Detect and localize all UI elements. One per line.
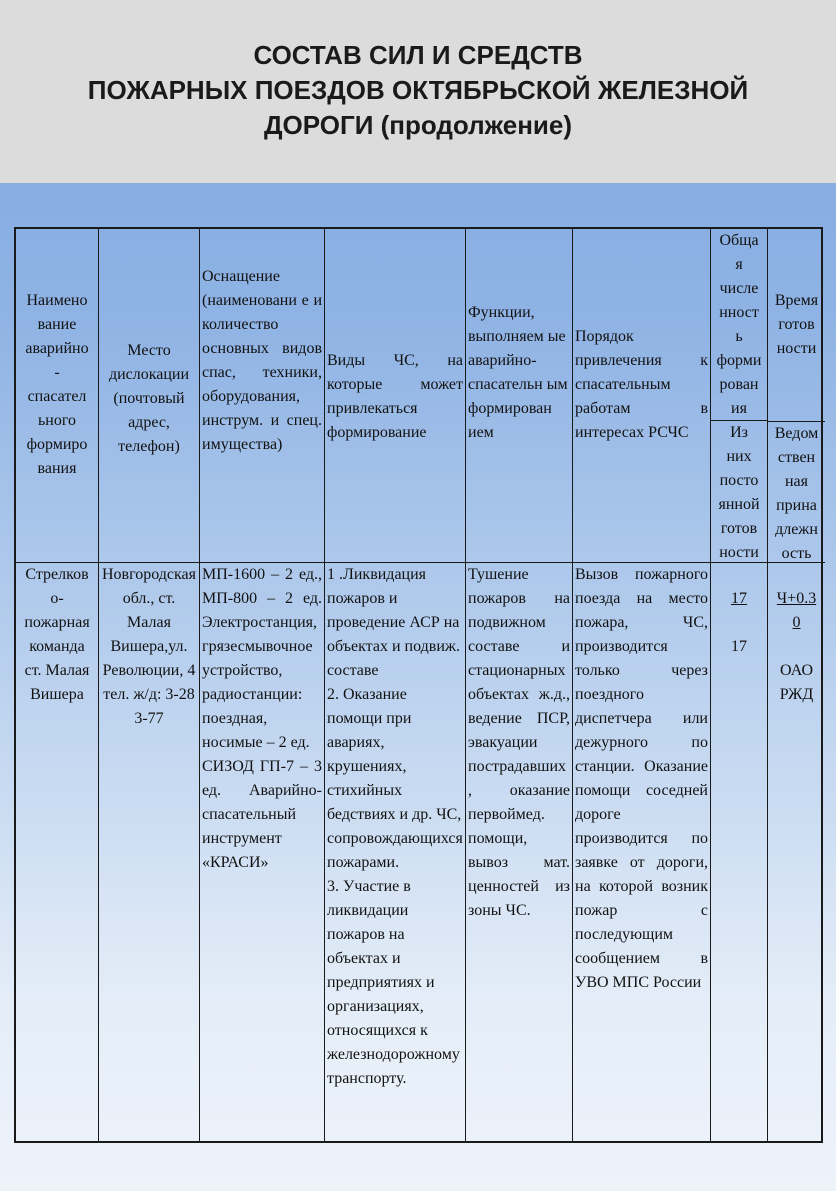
row-readiness-time: Ч+0.3 0 [776,590,817,631]
slide-title [0,0,836,183]
row-readiness-group [768,563,825,1141]
header-equipment: Оснащение (наименовани е и количество основных видов спас, техники, оборудования, инструм. и спец. имущества) [200,229,325,563]
header-readiness-time: Время готов ности [774,292,819,357]
row-location: Новгородская обл., ст. Малая Вишера,ул. Революции, 4 тел. ж/д: 3-28 3-77 [99,563,200,1141]
header-total-readiness: Обща я числе нност ь форми рован ия [711,229,768,421]
title-line-3: ДОРОГИ (продолжение) [263,110,572,140]
row-total: 17 [731,590,747,607]
row-equipment: МП-1600 – 2 ед., МП-800 – 2 ед. Электростанция, грязесмывочное устройство, радиостанции: поездная, носимые – 2 ед. СИЗОД ГП-7 – 3 ед. Аварийно-спасательный инструмент «КРАСИ» [200,563,325,1141]
row-name: Стрелков о- пожарная команда ст. Малая Вишера [16,563,99,1141]
row-total-group [711,563,768,1141]
header-emergency-types: Виды ЧС, на которые может привлекаться формирование [325,229,466,563]
header-name: Наимено вание аварийно - спасател ьного формиро вания [16,229,99,563]
row-permanent: 17 [731,638,747,655]
header-procedure: Порядок привлечения к спасательным работам в интересах РСЧС [573,229,711,563]
row-emergency-types: 1 .Ликвидация пожаров и проведение АСР на объектах и подвиж. составе 2. Оказание помощи при авариях, крушениях, стихийных бедствиях и др. ЧС, сопровождающихся пожарами. 3. Участие в ликвидации пожаров на объектах и предприятиях и организациях, относящихся к железнодорожному транспорту. [325,563,466,1141]
title-line-2: ПОЖАРНЫХ ПОЕЗДОВ ОКТЯБРЬСКОЙ ЖЕЛЕЗНОЙ [87,75,749,105]
forces-table [14,227,823,1143]
row-functions: Тушение пожаров на подвижном составе и стационарных объектах ж.д., ведение ПСР, эвакуации пострадавших, оказание первоймед. помощи, вывоз мат. ценностей из зоны ЧС. [466,563,573,1141]
title-line-1: СОСТАВ СИЛ И СРЕДСТВ [253,40,583,70]
row-affiliation: ОАО РЖД [779,662,814,703]
row-procedure: Вызов пожарного поезда на место пожара, ЧС, производится только через поездного диспетчера или дежурного по станции. Оказание помощи соседней дороге производится по заявке от дороги, на которой возник пожар с последующим сообщением в УВО МПС России [573,563,711,1141]
header-readiness-group [711,229,825,563]
header-location: Место дислокации (почтовый адрес, телефон) [99,229,200,563]
header-affiliation: Ведом ствен ная прина длежн ость [768,421,825,563]
header-from-permanent: Из них посто янной готов ности [711,421,768,563]
header-functions: Функции, выполняем ые аварийно-спасательн ым формирован ием [466,229,573,563]
